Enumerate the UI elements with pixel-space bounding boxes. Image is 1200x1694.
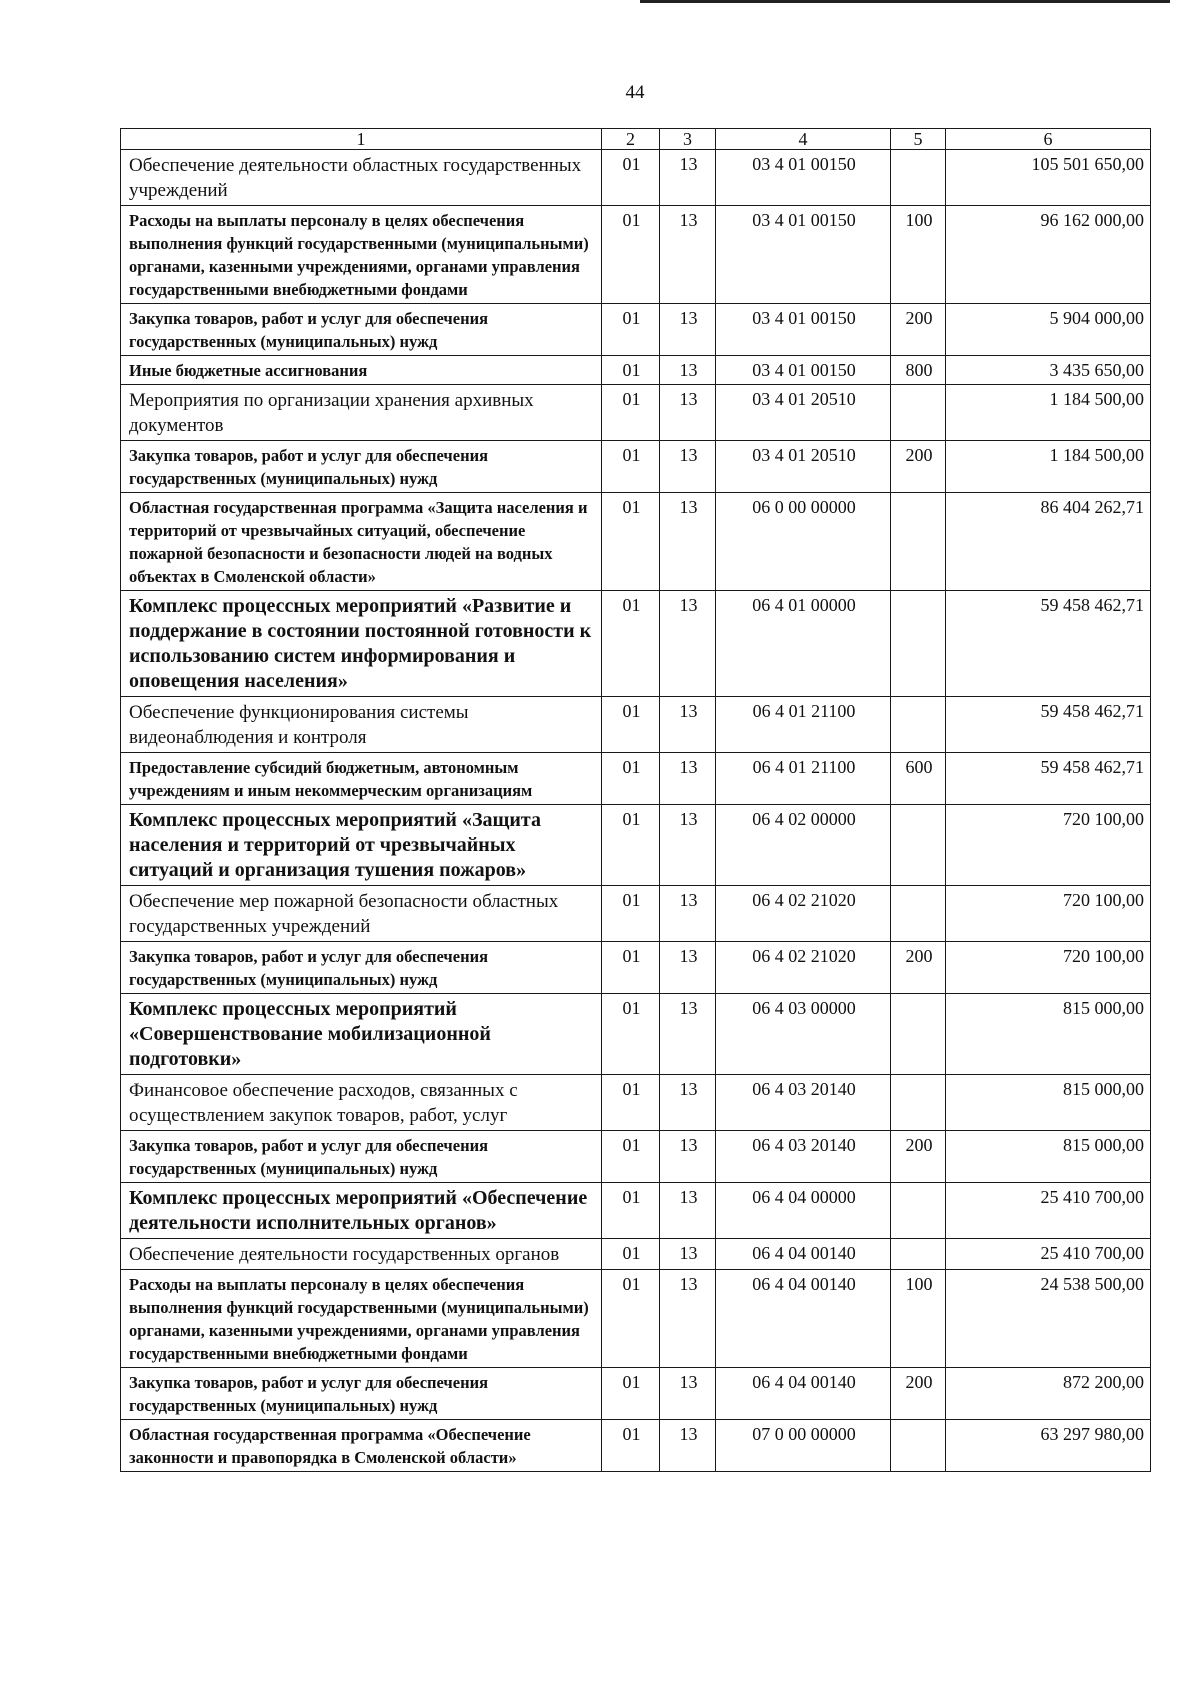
amount-cell: 25 410 700,00: [946, 1183, 1151, 1239]
subsection-code-cell: 13: [660, 441, 716, 493]
target-article-cell: 06 4 03 00000: [716, 994, 891, 1075]
section-code-cell: 01: [602, 994, 660, 1075]
expense-name-cell: Обеспечение функционирования системы видеонаблюдения и контроля: [121, 697, 602, 753]
amount-cell: 720 100,00: [946, 886, 1151, 942]
expense-type-cell: 200: [891, 1368, 946, 1420]
expense-type-cell: [891, 1075, 946, 1131]
section-code-cell: 01: [602, 441, 660, 493]
expense-name-cell: Комплекс процессных мероприятий «Обеспечение деятельности исполнительных органов»: [121, 1183, 602, 1239]
table-row: [121, 1239, 1151, 1270]
section-code-cell: 01: [602, 1131, 660, 1183]
target-article-cell: 06 4 03 20140: [716, 1075, 891, 1131]
section-code-cell: 01: [602, 942, 660, 994]
subsection-code-cell: 13: [660, 385, 716, 441]
expense-name-cell: Комплекс процессных мероприятий «Защита населения и территорий от чрезвычайных ситуаций и организация тушения пожаров»: [121, 805, 602, 886]
table-row: [121, 805, 1151, 886]
table-row: [121, 1368, 1151, 1420]
target-article-cell: 03 4 01 00150: [716, 356, 891, 385]
amount-cell: 720 100,00: [946, 942, 1151, 994]
expense-type-cell: [891, 886, 946, 942]
section-code-cell: 01: [602, 1368, 660, 1420]
table-row: [121, 942, 1151, 994]
expense-type-cell: 600: [891, 753, 946, 805]
expense-name-cell: Закупка товаров, работ и услуг для обеспечения государственных (муниципальных) нужд: [121, 942, 602, 994]
column-header: 5: [891, 129, 946, 150]
expense-name-cell: Областная государственная программа «Обеспечение законности и правопорядка в Смоленской области»: [121, 1420, 602, 1472]
subsection-code-cell: 13: [660, 886, 716, 942]
table-row: [121, 1075, 1151, 1131]
page-number: 44: [625, 82, 645, 103]
expense-name-cell: Расходы на выплаты персоналу в целях обеспечения выполнения функций государственными (муниципальными) органами, казенными учреждениями, органами управления государственными внебюджетными фондами: [121, 206, 602, 304]
expense-type-cell: [891, 1420, 946, 1472]
table-row: [121, 994, 1151, 1075]
column-header: 2: [602, 129, 660, 150]
amount-cell: 59 458 462,71: [946, 591, 1151, 697]
expense-type-cell: [891, 493, 946, 591]
expense-type-cell: 200: [891, 441, 946, 493]
target-article-cell: 06 0 00 00000: [716, 493, 891, 591]
section-code-cell: 01: [602, 753, 660, 805]
amount-cell: 720 100,00: [946, 805, 1151, 886]
table-row: [121, 356, 1151, 385]
table-row: [121, 753, 1151, 805]
amount-cell: 872 200,00: [946, 1368, 1151, 1420]
section-code-cell: 01: [602, 1420, 660, 1472]
subsection-code-cell: 13: [660, 1183, 716, 1239]
table-row: [121, 886, 1151, 942]
expense-name-cell: Иные бюджетные ассигнования: [121, 356, 602, 385]
subsection-code-cell: 13: [660, 1075, 716, 1131]
target-article-cell: 03 4 01 20510: [716, 385, 891, 441]
target-article-cell: 06 4 04 00000: [716, 1183, 891, 1239]
target-article-cell: 06 4 02 21020: [716, 942, 891, 994]
target-article-cell: 06 4 01 21100: [716, 753, 891, 805]
expense-type-cell: [891, 1183, 946, 1239]
subsection-code-cell: 13: [660, 206, 716, 304]
subsection-code-cell: 13: [660, 1368, 716, 1420]
target-article-cell: 06 4 01 00000: [716, 591, 891, 697]
subsection-code-cell: 13: [660, 1239, 716, 1270]
section-code-cell: 01: [602, 805, 660, 886]
subsection-code-cell: 13: [660, 356, 716, 385]
section-code-cell: 01: [602, 1239, 660, 1270]
amount-cell: 3 435 650,00: [946, 356, 1151, 385]
target-article-cell: 07 0 00 00000: [716, 1420, 891, 1472]
subsection-code-cell: 13: [660, 753, 716, 805]
section-code-cell: 01: [602, 1075, 660, 1131]
table-row: [121, 385, 1151, 441]
expense-type-cell: [891, 994, 946, 1075]
target-article-cell: 03 4 01 20510: [716, 441, 891, 493]
amount-cell: 63 297 980,00: [946, 1420, 1151, 1472]
subsection-code-cell: 13: [660, 1420, 716, 1472]
amount-cell: 5 904 000,00: [946, 304, 1151, 356]
target-article-cell: 06 4 03 20140: [716, 1131, 891, 1183]
target-article-cell: 06 4 04 00140: [716, 1368, 891, 1420]
subsection-code-cell: 13: [660, 150, 716, 206]
amount-cell: 96 162 000,00: [946, 206, 1151, 304]
subsection-code-cell: 13: [660, 697, 716, 753]
target-article-cell: 06 4 04 00140: [716, 1239, 891, 1270]
amount-cell: 25 410 700,00: [946, 1239, 1151, 1270]
target-article-cell: 03 4 01 00150: [716, 206, 891, 304]
budget-table: [120, 128, 1151, 1472]
section-code-cell: 01: [602, 493, 660, 591]
expense-type-cell: 200: [891, 1131, 946, 1183]
expense-name-cell: Мероприятия по организации хранения архивных документов: [121, 385, 602, 441]
section-code-cell: 01: [602, 886, 660, 942]
table-row: [121, 1420, 1151, 1472]
expense-name-cell: Закупка товаров, работ и услуг для обеспечения государственных (муниципальных) нужд: [121, 304, 602, 356]
target-article-cell: 06 4 04 00140: [716, 1270, 891, 1368]
subsection-code-cell: 13: [660, 493, 716, 591]
expense-type-cell: 100: [891, 1270, 946, 1368]
header-row: [121, 129, 1151, 150]
section-code-cell: 01: [602, 591, 660, 697]
expense-type-cell: 200: [891, 304, 946, 356]
column-header: 6: [946, 129, 1151, 150]
expense-type-cell: 200: [891, 942, 946, 994]
table-row: [121, 1270, 1151, 1368]
target-article-cell: 06 4 02 21020: [716, 886, 891, 942]
expense-type-cell: [891, 805, 946, 886]
table-row: [121, 304, 1151, 356]
expense-type-cell: [891, 1239, 946, 1270]
scan-top-border: [640, 0, 1170, 3]
subsection-code-cell: 13: [660, 1131, 716, 1183]
section-code-cell: 01: [602, 1183, 660, 1239]
expense-name-cell: Обеспечение мер пожарной безопасности областных государственных учреждений: [121, 886, 602, 942]
subsection-code-cell: 13: [660, 304, 716, 356]
table-row: [121, 441, 1151, 493]
amount-cell: 815 000,00: [946, 1131, 1151, 1183]
subsection-code-cell: 13: [660, 994, 716, 1075]
column-header: 1: [121, 129, 602, 150]
expense-name-cell: Обеспечение деятельности государственных органов: [121, 1239, 602, 1270]
table-row: [121, 1131, 1151, 1183]
expense-name-cell: Предоставление субсидий бюджетным, автономным учреждениям и иным некоммерческим организациям: [121, 753, 602, 805]
amount-cell: 1 184 500,00: [946, 385, 1151, 441]
expense-type-cell: 800: [891, 356, 946, 385]
table-row: [121, 591, 1151, 697]
subsection-code-cell: 13: [660, 805, 716, 886]
expense-name-cell: Комплекс процессных мероприятий «Совершенствование мобилизационной подготовки»: [121, 994, 602, 1075]
table-row: [121, 697, 1151, 753]
amount-cell: 105 501 650,00: [946, 150, 1151, 206]
amount-cell: 86 404 262,71: [946, 493, 1151, 591]
column-header: 3: [660, 129, 716, 150]
expense-type-cell: [891, 385, 946, 441]
amount-cell: 815 000,00: [946, 994, 1151, 1075]
expense-type-cell: 100: [891, 206, 946, 304]
section-code-cell: 01: [602, 1270, 660, 1368]
column-header: 4: [716, 129, 891, 150]
table-row: [121, 493, 1151, 591]
expense-type-cell: [891, 697, 946, 753]
amount-cell: 1 184 500,00: [946, 441, 1151, 493]
expense-name-cell: Закупка товаров, работ и услуг для обеспечения государственных (муниципальных) нужд: [121, 1131, 602, 1183]
subsection-code-cell: 13: [660, 591, 716, 697]
target-article-cell: 06 4 02 00000: [716, 805, 891, 886]
table-body: [121, 150, 1151, 1472]
section-code-cell: 01: [602, 697, 660, 753]
expense-name-cell: Закупка товаров, работ и услуг для обеспечения государственных (муниципальных) нужд: [121, 1368, 602, 1420]
section-code-cell: 01: [602, 206, 660, 304]
expense-name-cell: Финансовое обеспечение расходов, связанных с осуществлением закупок товаров, работ, услуг: [121, 1075, 602, 1131]
target-article-cell: 03 4 01 00150: [716, 304, 891, 356]
subsection-code-cell: 13: [660, 942, 716, 994]
section-code-cell: 01: [602, 304, 660, 356]
section-code-cell: 01: [602, 385, 660, 441]
expense-name-cell: Областная государственная программа «Защита населения и территорий от чрезвычайных ситуаций, обеспечение пожарной безопасности и безопасности людей на водных объектах в Смоленской области»: [121, 493, 602, 591]
amount-cell: 59 458 462,71: [946, 697, 1151, 753]
expense-type-cell: [891, 150, 946, 206]
amount-cell: 815 000,00: [946, 1075, 1151, 1131]
expense-type-cell: [891, 591, 946, 697]
expense-name-cell: Расходы на выплаты персоналу в целях обеспечения выполнения функций государственными (муниципальными) органами, казенными учреждениями, органами управления государственными внебюджетными фондами: [121, 1270, 602, 1368]
section-code-cell: 01: [602, 150, 660, 206]
subsection-code-cell: 13: [660, 1270, 716, 1368]
table-row: [121, 1183, 1151, 1239]
section-code-cell: 01: [602, 356, 660, 385]
amount-cell: 59 458 462,71: [946, 753, 1151, 805]
table-row: [121, 150, 1151, 206]
target-article-cell: 06 4 01 21100: [716, 697, 891, 753]
table-row: [121, 206, 1151, 304]
expense-name-cell: Комплекс процессных мероприятий «Развитие и поддержание в состоянии постоянной готовности к использованию систем информирования и оповещения населения»: [121, 591, 602, 697]
amount-cell: 24 538 500,00: [946, 1270, 1151, 1368]
expense-name-cell: Закупка товаров, работ и услуг для обеспечения государственных (муниципальных) нужд: [121, 441, 602, 493]
expense-name-cell: Обеспечение деятельности областных государственных учреждений: [121, 150, 602, 206]
target-article-cell: 03 4 01 00150: [716, 150, 891, 206]
